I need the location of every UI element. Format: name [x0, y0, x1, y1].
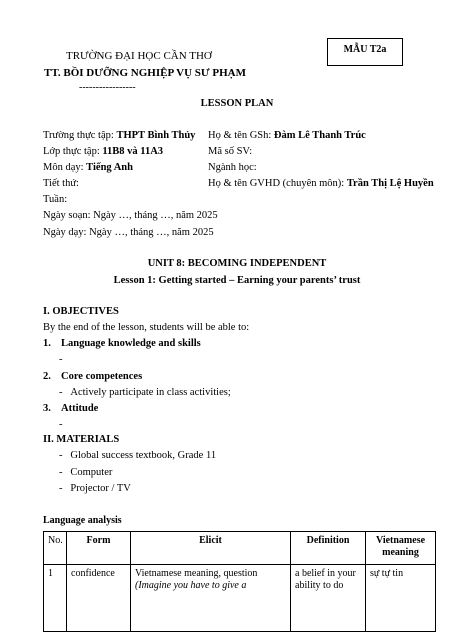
- objective-2-title: Core competences: [61, 371, 143, 382]
- subject-label: Môn dạy:: [43, 162, 84, 173]
- school-value: THPT Bình Thủy: [116, 130, 196, 141]
- material-item-text: Global success textbook, Grade 11: [70, 450, 217, 461]
- week-label: Tuần:: [43, 194, 68, 205]
- objective-3-title: Attitude: [61, 403, 99, 414]
- objective-2-bullet-text: Actively participate in class activities;: [70, 387, 231, 398]
- column-header-no: No.: [44, 532, 67, 565]
- column-header-vietnamese: Vietnamese meaning: [366, 532, 436, 565]
- language-analysis-table: [43, 531, 436, 632]
- dash-marker: -: [59, 419, 63, 430]
- class-label: Lớp thực tập:: [43, 146, 100, 157]
- period-label: Tiết thứ:: [43, 178, 79, 189]
- table-row: [44, 565, 436, 632]
- header-separator: -----------------: [79, 82, 136, 93]
- major-label: Ngành học:: [208, 162, 257, 173]
- objective-1-title: Language knowledge and skills: [61, 338, 201, 349]
- column-header-elicit: Elicit: [131, 532, 291, 565]
- objective-1-bullet: [59, 354, 63, 365]
- material-item-text: Projector / TV: [70, 483, 131, 494]
- form-code-box: [327, 38, 403, 66]
- supervisor-label: Họ & tên GVHD (chuyên môn):: [208, 178, 345, 189]
- table-header-row: [44, 532, 436, 565]
- student-name-value: Đàm Lê Thanh Trúc: [273, 130, 366, 141]
- elicit-text: Vietnamese meaning, question: [135, 568, 258, 579]
- dash-marker: -: [59, 354, 63, 365]
- objective-2-bullet: [59, 387, 231, 398]
- dash-marker: -: [59, 483, 63, 494]
- dash-marker: -: [59, 387, 63, 398]
- dash-marker: -: [59, 450, 63, 461]
- page-title: LESSON PLAN: [200, 98, 274, 109]
- lesson-title: Lesson 1: Getting started – Earning your parents’ trust: [113, 275, 361, 286]
- school-label: Trường thực tập:: [43, 130, 114, 141]
- materials-heading: II. MATERIALS: [43, 434, 120, 445]
- cell-form: confidence: [67, 565, 131, 632]
- university-name: TRƯỜNG ĐẠI HỌC CẦN THƠ: [66, 50, 212, 62]
- material-item: [59, 483, 131, 494]
- objective-3-number: 3.: [43, 403, 51, 414]
- class-value: 11B8 và 11A3: [102, 146, 164, 157]
- cell-definition: a belief in your ability to do: [291, 565, 366, 632]
- cell-no: 1: [44, 565, 67, 632]
- form-code: MẪU T2a: [343, 44, 387, 55]
- column-header-definition: Definition: [291, 532, 366, 565]
- student-name-label: Họ & tên GSh:: [208, 130, 272, 141]
- subject-value: Tiếng Anh: [86, 162, 133, 173]
- supervisor-line: [208, 178, 434, 189]
- prep-date: Ngày soạn: Ngày …, tháng …, năm 2025: [43, 210, 218, 221]
- cell-elicit: [131, 565, 291, 632]
- student-name-line: [208, 130, 366, 141]
- objective-1-number: 1.: [43, 338, 51, 349]
- center-name: TT. BỒI DƯỠNG NGHIỆP VỤ SƯ PHẠM: [44, 67, 246, 79]
- objective-2-number: 2.: [43, 371, 51, 382]
- column-header-form: Form: [67, 532, 131, 565]
- material-item-text: Computer: [70, 467, 113, 478]
- school-line: [43, 130, 195, 141]
- objectives-heading: I. OBJECTIVES: [43, 306, 119, 317]
- student-id-label: Mã số SV:: [208, 146, 253, 157]
- supervisor-value: Trần Thị Lệ Huyền: [346, 178, 434, 189]
- teach-date: Ngày dạy: Ngày …, tháng …, năm 2025: [43, 227, 214, 238]
- elicit-example: (Imagine you have to give a: [135, 580, 247, 591]
- material-item: [59, 450, 216, 461]
- objectives-intro: By the end of the lesson, students will be able to:: [43, 322, 250, 333]
- unit-title: UNIT 8: BECOMING INDEPENDENT: [147, 258, 327, 269]
- objective-3-bullet: [59, 419, 63, 430]
- dash-marker: -: [59, 467, 63, 478]
- cell-vietnamese: sự tự tin: [366, 565, 436, 632]
- class-line: [43, 146, 163, 157]
- language-analysis-heading: Language analysis: [43, 515, 122, 526]
- material-item: [59, 467, 112, 478]
- subject-line: [43, 162, 133, 173]
